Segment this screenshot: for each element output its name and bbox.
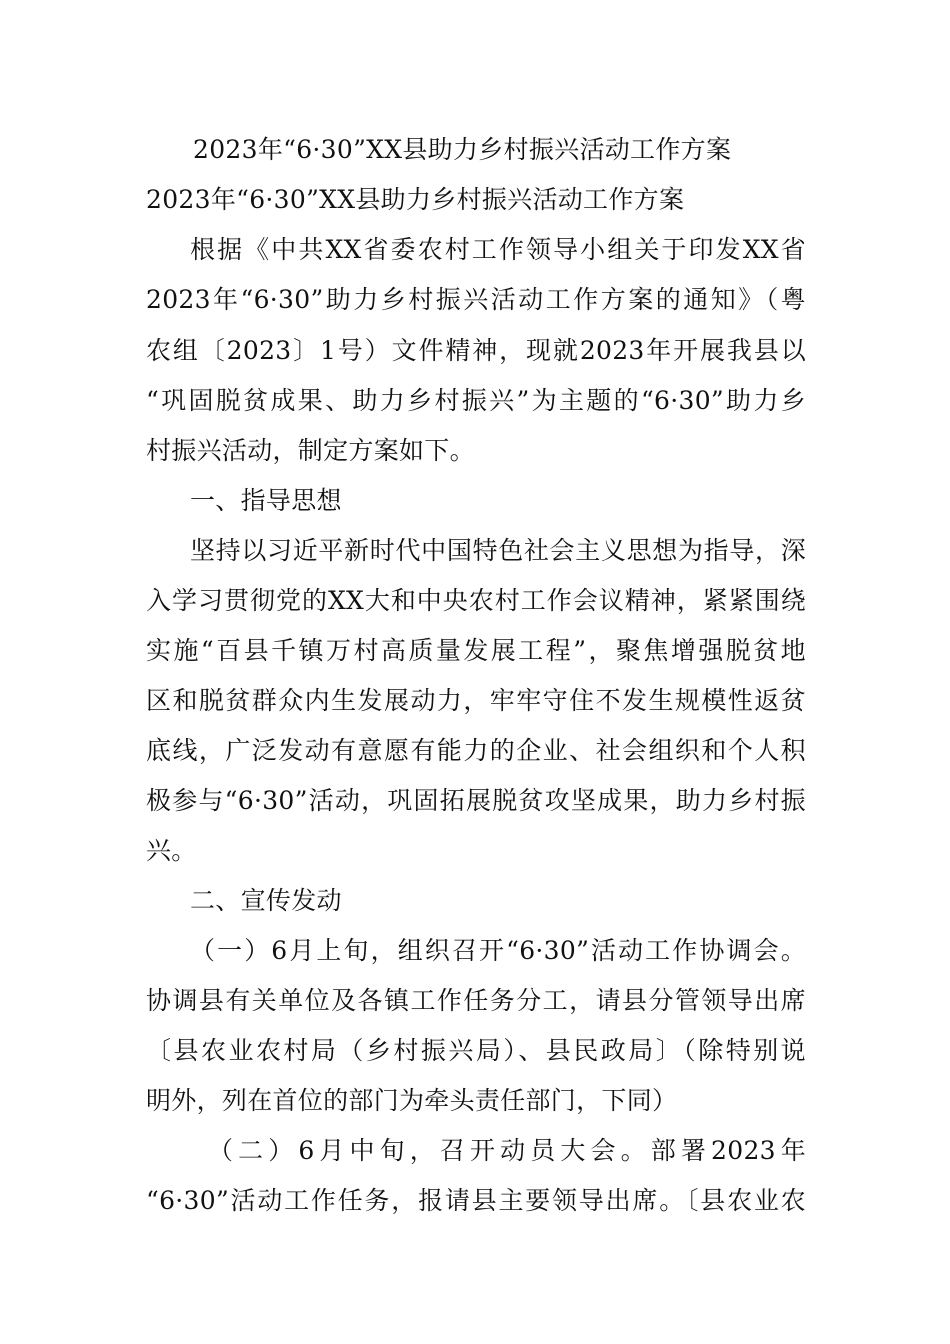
intro-line: 农组〔2023〕1号）文件精神，现就2023年开展我县以 <box>146 336 806 365</box>
section1-line: 区和脱贫群众内生发展动力，牢牢守住不发生规模性返贫 <box>146 686 806 715</box>
document-subtitle: 2023年“6·30”XX县助力乡村振兴活动工作方案 <box>146 185 685 214</box>
section1-line: 底线，广泛发动有意愿有能力的企业、社会组织和个人积 <box>146 736 806 765</box>
section1-line: 入学习贯彻党的XX大和中央农村工作会议精神，紧紧围绕 <box>146 586 806 615</box>
item2-line: “6·30”活动工作任务，报请县主要领导出席。〔县农业农 <box>146 1186 806 1215</box>
section-heading-guiding-thought: 一、指导思想 <box>190 486 342 515</box>
item1-line: 〔县农业农村局（乡村振兴局）、县民政局〕（除特别说 <box>146 1036 806 1065</box>
section1-line: 坚持以习近平新时代中国特色社会主义思想为指导，深 <box>190 536 806 565</box>
intro-line: 根据《中共XX省委农村工作领导小组关于印发XX省 <box>190 235 806 264</box>
section1-line: 极参与“6·30”活动，巩固拓展脱贫攻坚成果，助力乡村振 <box>146 786 806 815</box>
section-heading-publicity: 二、宣传发动 <box>190 886 342 915</box>
intro-line: 2023年“6·30”助力乡村振兴活动工作方案的通知》（粤 <box>146 285 806 314</box>
intro-line: 村振兴活动，制定方案如下。 <box>146 436 475 465</box>
intro-line: “巩固脱贫成果、助力乡村振兴”为主题的“6·30”助力乡 <box>146 386 806 415</box>
section1-line: 兴。 <box>146 836 197 865</box>
document-title: 2023年“6·30”XX县助力乡村振兴活动工作方案 <box>193 135 732 164</box>
item1-line: （一）6月上旬，组织召开“6·30”活动工作协调会。 <box>190 936 806 965</box>
item2-line: （二）6月中旬，召开动员大会。部署2023年 <box>208 1136 806 1165</box>
item1-line: 协调县有关单位及各镇工作任务分工，请县分管领导出席 <box>146 986 806 1015</box>
item1-line: 明外，列在首位的部门为牵头责任部门，下同） <box>146 1086 678 1115</box>
section1-line: 实施“百县千镇万村高质量发展工程”，聚焦增强脱贫地 <box>146 636 806 665</box>
